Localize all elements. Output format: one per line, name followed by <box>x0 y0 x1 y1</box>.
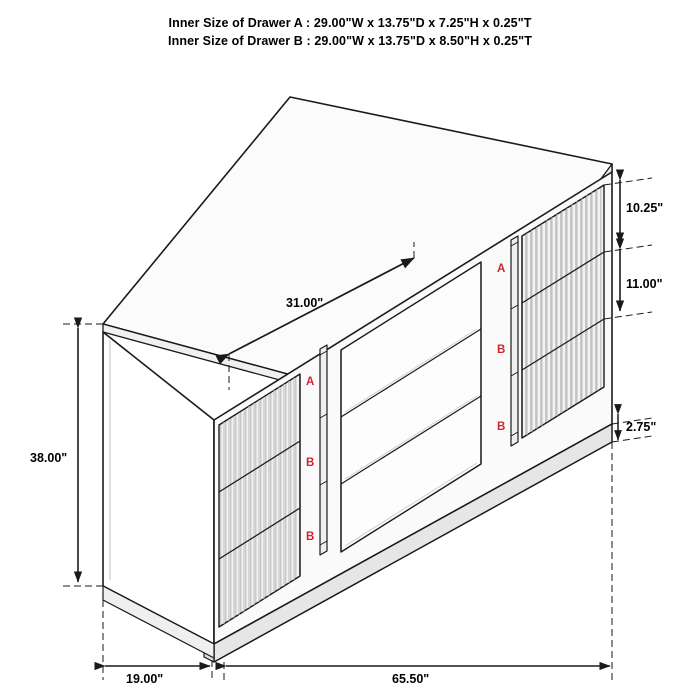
label-right-drawer-b2: B <box>497 421 506 433</box>
dimension-bottom-width-value: 65.50" <box>392 672 430 686</box>
dimension-right-top-value: 10.25" <box>626 201 664 215</box>
cabinet-body <box>103 97 612 662</box>
header-line-2: Inner Size of Drawer B : 29.00"W x 13.75"D x 8.50"H x 0.25"T <box>168 34 532 48</box>
label-left-drawer-a: A <box>306 376 315 388</box>
label-left-drawer-b2: B <box>306 531 315 543</box>
handle-right[interactable] <box>511 236 518 446</box>
drawer-handle-icon <box>320 345 327 555</box>
dimension-right-plinth-value: 2.75" <box>626 420 657 434</box>
dimension-top-depth-value: 31.00" <box>286 296 324 310</box>
dimension-left-height <box>30 324 103 586</box>
label-right-drawer-a: A <box>497 263 506 275</box>
drawer-handle-icon <box>511 236 518 446</box>
dimension-right-mid-value: 11.00" <box>626 277 663 291</box>
dimension-left-height-value: 38.00" <box>30 451 68 465</box>
header-line-1: Inner Size of Drawer A : 29.00"W x 13.75"D x 7.25"H x 0.25"T <box>168 16 532 30</box>
handle-left[interactable] <box>320 345 327 555</box>
label-left-drawer-b1: B <box>306 457 315 469</box>
dimension-bottom-depth-value: 19.00" <box>126 672 164 686</box>
dimension-right-stack <box>604 178 663 442</box>
label-right-drawer-b1: B <box>497 344 506 356</box>
